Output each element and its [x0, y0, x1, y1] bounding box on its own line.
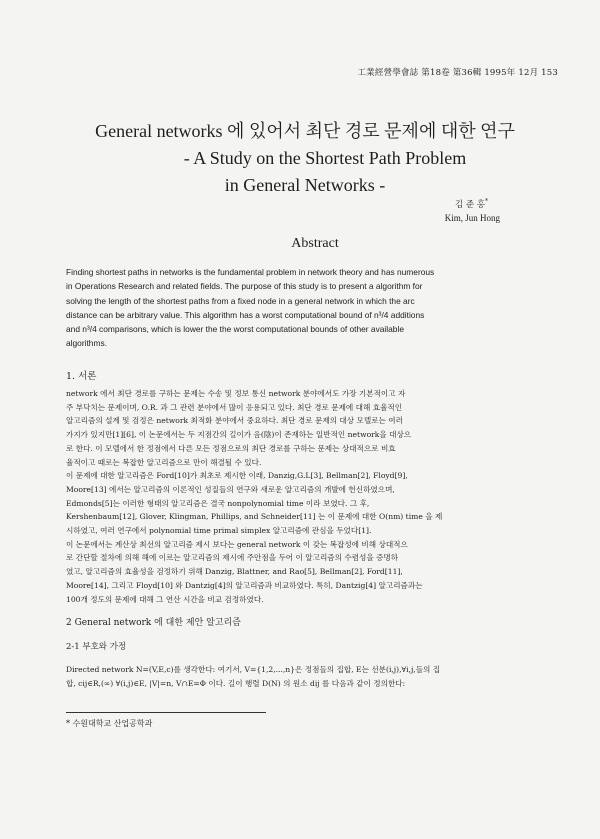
body-line: 율적이고 때로는 복잡한 알고리즘으로 만이 해결될 수 있다. [66, 457, 262, 467]
body-line: 알고리즘의 설계 및 검정은 network 최적화 분야에서 중요하다. 최단 경로 문제의 대상 모델로는 여러 [66, 416, 403, 426]
body-line: Directed network N=(V,E,c)를 생각한다: 여기서, V={1,2,...,n}은 정점들의 집합, E는 선분(i,j),∀i,j,들의 집 [66, 665, 441, 674]
abstract-line: algorithms. [66, 338, 107, 349]
paper-title [0, 118, 600, 199]
body-line: 주 부닥치는 문제이며, O.R. 과 그 관련 분야에서 많이 응용되고 있다. 최단 경로 문제에 대해 효율적인 [66, 402, 403, 412]
running-header: 工業經營學會誌 第18卷 第36輯 1995年 12月 153 [357, 68, 558, 78]
body-line: 였고, 알고리즘의 효율성을 검정하기 위해 Danzig, Blattner, and Rao[5], Bellman[2], Ford[11], [66, 567, 403, 577]
section-1-body [66, 387, 536, 606]
body-line: Kershenbaum[12], Glover, Klingman, Phillips, and Schneider[11] 는 이 문제에 대한 O(nm) time 을 제 [66, 512, 443, 522]
body-line: network 에서 최단 경로를 구하는 문제는 수송 및 정보 통신 network 분야에서도 가장 기본적이고 자 [66, 389, 406, 398]
abstract-body [66, 265, 536, 351]
section-2-1-heading: 2-1 부호와 가정 [66, 642, 127, 652]
body-line: Moore[13] 에서는 알고리즘의 이론적인 성질들의 연구와 새로운 알고리즘의 개발에 헌신하였으며, [66, 484, 395, 494]
body-line: 로 간단할 절차에 의해 해에 이르는 알고리즘의 제시에 주안점을 두어 이 알고리즘의 수렴성을 증명하 [66, 553, 399, 563]
abstract-line: and n³/4 comparisons, which is lower the the worst computational bounds of other available [66, 324, 404, 335]
body-line: 이 문제에 대한 알고리즘은 Ford[10]가 최초로 제시한 이래, Danzig,G.L[3], Bellman[2], Floyd[9], [66, 471, 408, 481]
section-2-heading: 2 General network 에 대한 제안 알고리즘 [66, 618, 241, 628]
footnote-divider [66, 712, 266, 713]
abstract-line: solving the length of the shortest paths from a fixed node in a general network in which the arc [66, 295, 415, 306]
section-1-heading: 1. 서론 [66, 371, 97, 382]
author-footnote-mark: * [485, 198, 488, 206]
body-line: 가지가 있지만[1][6], 이 논문에서는 두 지점간의 길이가 음(陰)이 존재하는 일반적인 network을 대상으 [66, 430, 412, 440]
section-2-body [66, 663, 536, 690]
body-line: 합, cij∈R,(∞) ∀(i,j)∈E, |V|=n, V∩E=Φ 이다. 길이 행렬 D(N) 의 원소 dij 를 다음과 같이 정의한다: [66, 678, 406, 688]
title-line-3: in General Networks - [224, 175, 386, 195]
abstract-line: Finding shortest paths in networks is the fundamental problem in network theory and has numerous [66, 267, 435, 277]
abstract-heading: Abstract [291, 236, 339, 251]
title-line-1: General networks 에 있어서 최단 경로 문제에 대한 연구 [95, 121, 515, 141]
abstract-line: in Operations Research and related fields. The purpose of this study is to present a algorithm for [66, 281, 423, 292]
title-line-2: - A Study on the Shortest Path Problem [183, 148, 467, 168]
body-line: Edmonds[5]는 이러한 형태의 알고리즘은 결국 nonpolynomial time 이라 보였다. 그 후, [66, 498, 370, 508]
body-line: 이 논문에서는 계산상 최선의 알고리즘 제시 보다는 general network 이 갖는 복잡성에 비해 상대적으 [66, 539, 408, 549]
body-line: 100개 정도의 문제에 대해 그 연산 시간을 비교 검정하였다. [66, 594, 264, 604]
footnote: * 수원대학교 산업공학과 [66, 719, 153, 728]
abstract-line: distance can be arbitrary value. This algorithm has a worst computational bound of n³/4 additions [66, 309, 425, 320]
author-korean-name: 김 준 홍* [454, 198, 488, 210]
author-english-name: Kim, Jun Hong [444, 213, 500, 223]
body-line: 시하였고, 여러 연구에서 polynomial time primal simplex 알고리즘에 관심을 두었다[1]. [66, 526, 372, 536]
body-line: Moore[14], 그리고 Floyd[10] 와 Dantzig[4]의 알고리즘과 비교하였다. 특히, Dantzig[4] 알고리즘과는 [66, 580, 423, 590]
body-line: 로 한다. 이 모델에서 한 정점에서 다른 모든 정점으로의 최단 경로를 구하는 문제는 상대적으로 비효 [66, 443, 396, 453]
